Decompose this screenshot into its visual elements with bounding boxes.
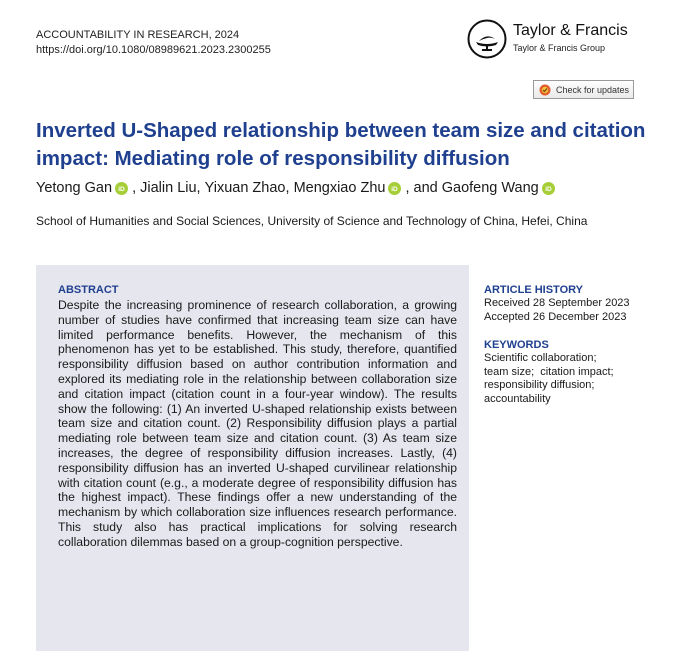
author-name[interactable]: Mengxiao Zhu xyxy=(293,180,386,196)
journal-header xyxy=(36,28,271,58)
keyword-line: team size; citation impact; xyxy=(484,365,614,378)
crossmark-icon xyxy=(539,84,551,96)
check-for-updates-label: Check for updates xyxy=(556,84,630,95)
publisher-group: Taylor & Francis Group xyxy=(513,43,606,53)
author-separator: , xyxy=(196,180,205,196)
orcid-icon[interactable] xyxy=(115,182,128,195)
author-separator: , xyxy=(132,180,141,196)
author-name[interactable]: Jialin Liu xyxy=(140,180,197,196)
keywords-list xyxy=(484,352,644,406)
orcid-icon[interactable] xyxy=(542,182,555,195)
abstract-heading: ABSTRACT xyxy=(58,284,119,296)
keywords-heading: KEYWORDS xyxy=(484,339,549,351)
svg-text:iD: iD xyxy=(391,185,399,193)
received-date: Received 28 September 2023 xyxy=(484,297,630,309)
keyword-line: accountability xyxy=(484,392,551,405)
article-title: Inverted U-Shaped relationship between team size and citation impact: Mediating role of responsibility diffusion xyxy=(36,119,646,170)
abstract-box xyxy=(36,265,469,651)
orcid-icon[interactable] xyxy=(388,182,401,195)
svg-text:iD: iD xyxy=(118,185,125,193)
keyword-line: responsibility diffusion; xyxy=(484,379,595,391)
abstract-text: Despite the increasing prominence of research collaboration, a growing number of studies have confirmed that increasing team size can have limited performance benefits. However, the mechanism of this phenomenon has yet to be established. This study, therefore, quantified responsibility diffusion based on author contribution information and explored its mediating role in the relationship between collaboration size and citation impact (citation count in a four-year window). The results show the following: (1) An inverted U-shaped relationship exists between team size and citation count. (2) Responsibility diffusion plays a partial mediating role between team size and citation count. (3) As team size increases, the degree of responsibility diffusion increases. Lastly, (4) responsibility diffusion has an inverted U-shaped curvilinear relationship with citation count (e.g., a moderate degree of responsibility diffusion has the highest impact). These findings offer a new understanding of the mechanism by which collaboration size influences research performance. This study also has practical implications for solving research collaboration dilemmas based on a group-cognition perspective. xyxy=(58,298,457,549)
publisher-logo[interactable] xyxy=(467,17,647,61)
affiliation: School of Humanities and Social Sciences, University of Science and Technology of China, Hefei, China xyxy=(36,214,588,228)
journal-line: ACCOUNTABILITY IN RESEARCH, 2024 xyxy=(36,29,240,41)
publisher-name: Taylor & Francis xyxy=(513,22,628,39)
keyword-line: Scientific collaboration; xyxy=(484,352,597,364)
author-separator: , xyxy=(285,180,294,196)
author-name[interactable]: Yixuan Zhao xyxy=(204,180,286,196)
accepted-date: Accepted 26 December 2023 xyxy=(484,310,627,323)
author-name[interactable]: Yetong Gan xyxy=(36,180,113,196)
article-sidebar xyxy=(484,284,644,406)
doi-link[interactable]: https://doi.org/10.1080/08989621.2023.2300255 xyxy=(36,44,271,56)
author-list xyxy=(36,180,559,196)
svg-text:iD: iD xyxy=(544,185,552,193)
lamp-logo-icon xyxy=(467,19,507,59)
article-history-heading: ARTICLE HISTORY xyxy=(484,284,584,296)
author-name[interactable]: Gaofeng Wang xyxy=(441,180,539,196)
check-for-updates-button[interactable] xyxy=(533,80,634,99)
author-separator: , and xyxy=(405,180,442,196)
